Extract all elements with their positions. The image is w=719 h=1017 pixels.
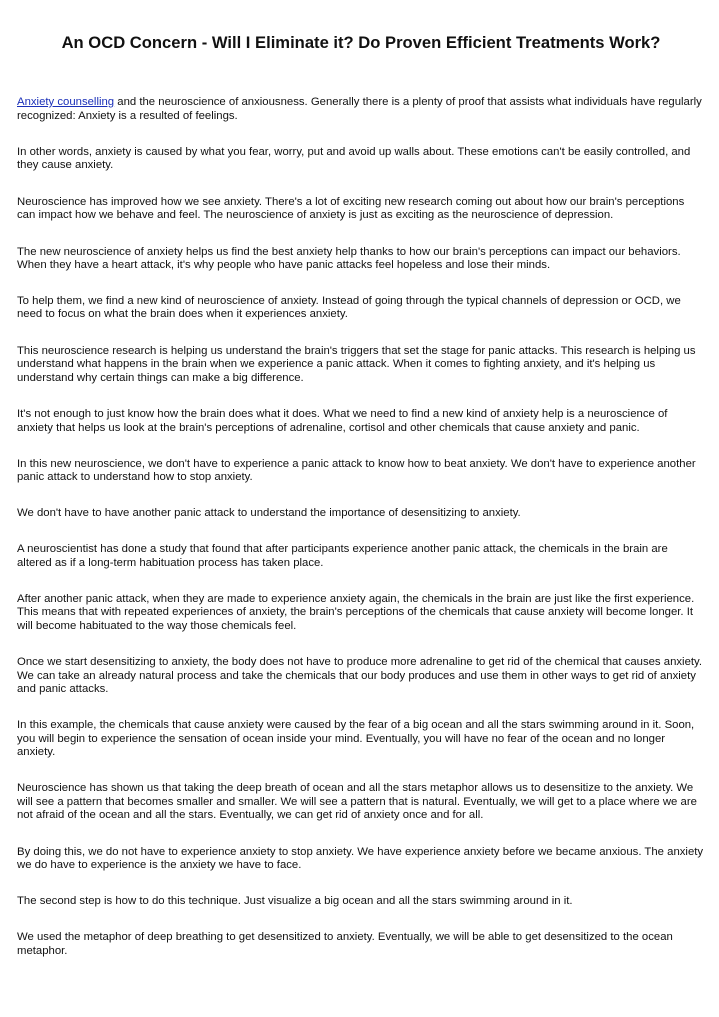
article-body	[17, 96, 705, 958]
paragraph-4: The new neuroscience of anxiety helps us find the best anxiety help thanks to how our brain's perceptions can impact our behaviors. When they have a heart attack, it's why people who have panic attacks feel hopeless and lose their minds.	[17, 245, 681, 272]
paragraph-1-text: and the neuroscience of anxiousness. Generally there is a plenty of proof that assists what individuals have regularly recognized: Anxiety is a resulted of feelings.	[17, 96, 702, 122]
paragraph-17: We used the metaphor of deep breathing to get desensitized to anxiety. Eventually, we will be able to get desensitized to the ocean metaphor.	[17, 931, 673, 957]
paragraph-8: In this new neuroscience, we don't have to experience a panic attack to know how to beat anxiety. We don't have to experience another panic attack to understand how to stop anxiety.	[17, 457, 696, 484]
paragraph-6: This neuroscience research is helping us understand the brain's triggers that set the stage for panic attacks. This research is helping us understand what happens in the brain when we experience a panic attack. When it comes to fighting anxiety, and it's helping us understand why certain things can make a big difference.	[17, 344, 696, 384]
paragraph-3: Neuroscience has improved how we see anxiety. There's a lot of exciting new research coming out about how our brain's perceptions can impact how we behave and feel. The neuroscience of anxiety is just as exciting as the neuroscience of depression.	[17, 195, 685, 222]
paragraph-15: By doing this, we do not have to experience anxiety to stop anxiety. We have experience anxiety before we became anxious. The anxiety we do have to experience is the anxiety we have to face.	[17, 845, 704, 872]
paragraph-16: The second step is how to do this technique. Just visualize a big ocean and all the stars swimming around in it.	[17, 895, 573, 908]
paragraph-10: A neuroscientist has done a study that found that after participants experience another panic attack, the chemicals in the brain are altered as if a long-term habituation process has taken place.	[17, 543, 668, 569]
paragraph-2: In other words, anxiety is caused by what you fear, worry, put and avoid up walls about. These emotions can't be easily controlled, and they cause anxiety.	[17, 145, 691, 172]
paragraph-1	[17, 96, 705, 123]
paragraph-7: It's not enough to just know how the brain does what it does. What we need to find a new kind of anxiety help is a neuroscience of anxiety that helps us look at the brain's perceptions of adrenaline, cortisol and other chemicals that cause anxiety and panic.	[17, 408, 668, 434]
anxiety-counselling-link[interactable]: Anxiety counselling	[17, 96, 115, 108]
paragraph-14: Neuroscience has shown us that taking the deep breath of ocean and all the stars metaphor allows us to desensitize to the anxiety. We will see a pattern that becomes smaller and smaller. We will see a pattern that is natural. Eventually, we will get to a place where we are not afraid of the ocean and all the stars. Eventually, we can get rid of anxiety once and for all.	[17, 782, 697, 822]
page-title: An OCD Concern - Will I Eliminate it? Do Proven Efficient Treatments Work?	[61, 33, 661, 52]
paragraph-5: To help them, we find a new kind of neuroscience of anxiety. Instead of going through the typical channels of depression or OCD, we need to focus on what the brain does when it experiences anxiety.	[17, 294, 681, 321]
paragraph-9: We don't have to have another panic attack to understand the importance of desensitizing to anxiety.	[17, 507, 521, 520]
paragraph-11: After another panic attack, when they are made to experience anxiety again, the chemicals in the brain are just like the first experience. This means that with repeated experiences of anxiety, the brain's perceptions of the chemicals that cause anxiety will become longer. It will become habituated to the way those chemicals feel.	[17, 592, 695, 632]
paragraph-13: In this example, the chemicals that cause anxiety were caused by the fear of a big ocean and all the stars swimming around in it. Soon, you will begin to experience the sensation of ocean inside your mind. Eventually, you will have no fear of the ocean and no longer anxiety.	[17, 719, 695, 759]
paragraph-12: Once we start desensitizing to anxiety, the body does not have to produce more adrenaline to get rid of the chemical that causes anxiety. We can take an already natural process and take the chemicals that our body produces and use them in other ways to get rid of anxiety and panic attacks.	[17, 656, 703, 696]
